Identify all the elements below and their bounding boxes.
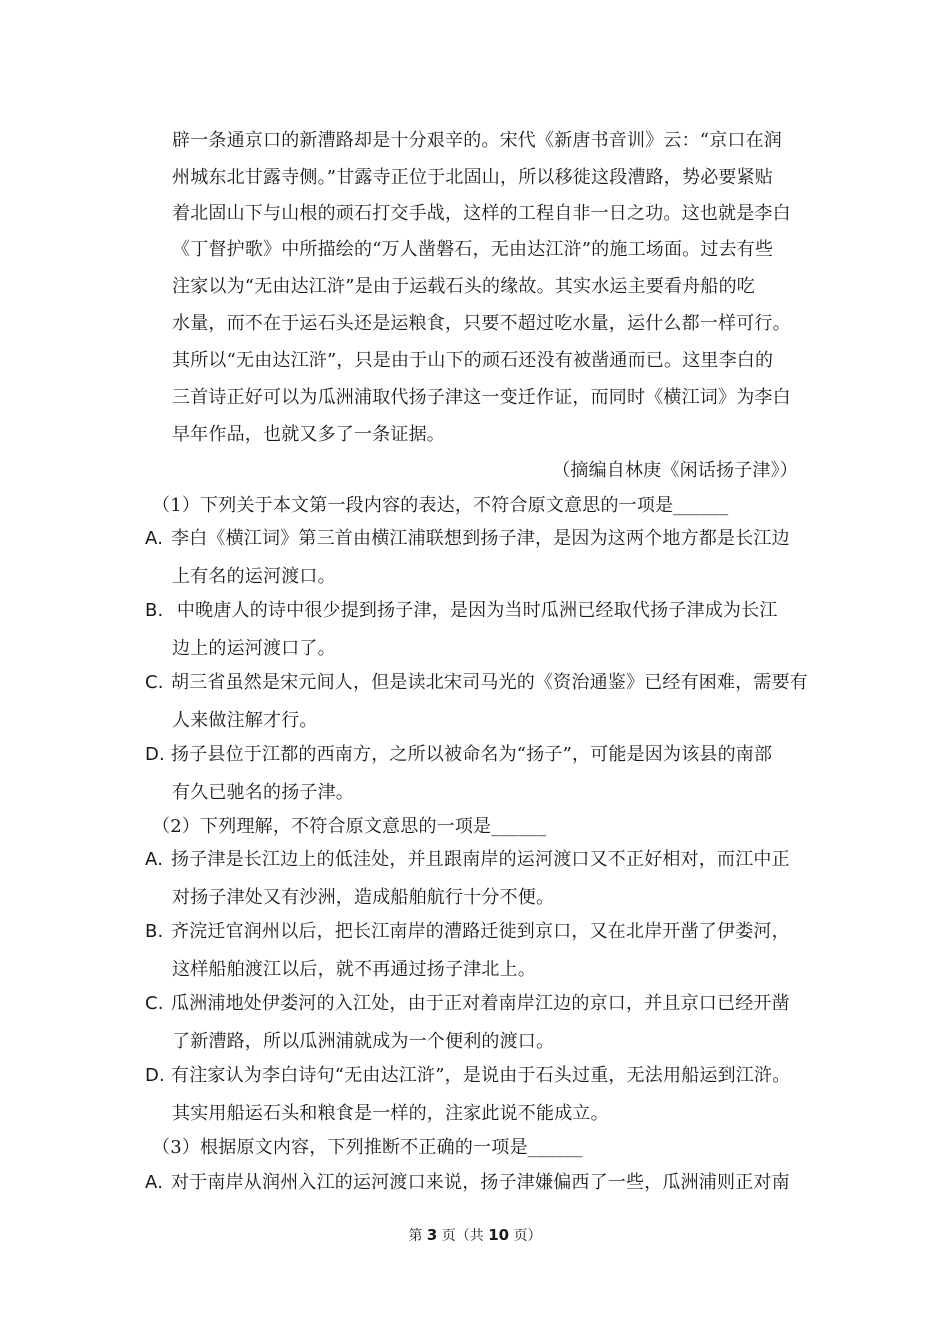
passage-source: （摘编自林庚《闲话扬子津》）	[552, 460, 798, 481]
option-text-continued: 边上的运河渡口了。	[172, 638, 336, 659]
option-text-continued: 其实用船运石头和粮食是一样的，注家此说不能成立。	[172, 1103, 609, 1124]
option-d	[145, 1064, 790, 1088]
option-b	[145, 599, 778, 623]
question-stem: （1）下列关于本文第一段内容的表达，不符合原文意思的一项是______	[152, 495, 729, 516]
option-text: 扬子津是长江边上的低洼处，并且跟南岸的运河渡口又不正好相对，而江中正	[171, 849, 790, 870]
option-text: 对于南岸从润州入江的运河渡口来说，扬子津嫌偏西了一些，瓜洲浦则正对南	[171, 1172, 790, 1193]
option-text: 中晚唐人的诗中很少提到扬子津，是因为当时瓜洲已经取代扬子津成为长江	[171, 600, 778, 621]
passage-line: 注家以为“无由达江浒”是由于运载石头的缘故。其实水运主要看舟船的吃	[172, 276, 756, 297]
option-letter: D.	[145, 1065, 165, 1086]
option-c	[145, 671, 808, 695]
option-text-continued: 了新漕路，所以瓜洲浦就成为一个便利的渡口。	[172, 1031, 555, 1052]
passage-line: 着北固山下与山根的顽石打交手战，这样的工程自非一日之功。这也就是李白	[172, 203, 791, 224]
option-text-continued: 有久已驰名的扬子津。	[172, 782, 354, 803]
question-stem: （3）根据原文内容，下列推断不正确的一项是______	[152, 1137, 583, 1158]
option-letter: C.	[145, 672, 164, 693]
option-text: 瓜洲浦地处伊娄河的入江处，由于正对着南岸江边的京口，并且京口已经开凿	[171, 993, 790, 1014]
option-d	[145, 743, 772, 767]
option-letter: B.	[145, 600, 164, 621]
option-text-continued: 人来做注解才行。	[172, 710, 318, 731]
passage-line: 早年作品，也就又多了一条证据。	[172, 424, 445, 445]
passage-line: 三首诗正好可以为瓜洲浦取代扬子津这一变迁作证，而同时《横江词》为李白	[172, 387, 791, 408]
option-letter: C.	[145, 993, 164, 1014]
option-b	[145, 920, 790, 944]
passage-line: 其所以“无由达江浒”，只是由于山下的顽石还没有被凿通而已。这里李白的	[172, 350, 774, 371]
option-a	[145, 848, 790, 872]
total-pages: 10	[488, 1226, 510, 1244]
passage-line: 州城东北甘露寺侧。”甘露寺正位于北固山，所以移徙这段漕路，势必要紧贴	[172, 167, 773, 188]
option-text-continued: 对扬子津处又有沙洲，造成船舶航行十分不便。	[172, 887, 555, 908]
option-text: 李白《横江词》第三首由横江浦联想到扬子津，是因为这两个地方都是长江边	[171, 528, 790, 549]
option-text-continued: 上有名的运河渡口。	[172, 566, 336, 587]
passage-line: 辟一条通京口的新漕路却是十分艰辛的。宋代《新唐书音训》云：“京口在润	[172, 130, 782, 151]
option-letter: D.	[145, 744, 165, 765]
option-text: 扬子县位于江都的西南方，之所以被命名为“扬子”，可能是因为该县的南部	[171, 744, 773, 765]
footer-suffix: 页）	[513, 1228, 542, 1244]
page-footer	[0, 1226, 950, 1245]
option-letter: B.	[145, 921, 164, 942]
option-letter: A.	[145, 1172, 164, 1193]
option-text: 齐浣迁官润州以后，把长江南岸的漕路迁徙到京口，又在北岸开凿了伊娄河，	[171, 921, 790, 942]
option-c	[145, 992, 790, 1016]
page-number: 3	[426, 1226, 438, 1244]
option-a	[145, 527, 790, 551]
option-text: 胡三省虽然是宋元间人，但是读北宋司马光的《资治通鉴》已经有困难，需要有	[171, 672, 808, 693]
option-letter: A.	[145, 528, 164, 549]
footer-prefix: 第	[408, 1228, 423, 1244]
footer-middle: 页（共	[441, 1228, 484, 1244]
passage-line: 《丁督护歌》中所描绘的“万人凿磐石，无由达江浒”的施工场面。过去有些	[172, 239, 774, 260]
option-text-continued: 这样船舶渡江以后，就不再通过扬子津北上。	[172, 959, 536, 980]
passage-line: 水量，而不在于运石头还是运粮食，只要不超过吃水量，运什么都一样可行。	[172, 313, 791, 334]
option-text: 有注家认为李白诗句“无由达江浒”，是说由于石头过重，无法用船运到江浒。	[171, 1065, 791, 1086]
option-letter: A.	[145, 849, 164, 870]
option-a	[145, 1171, 790, 1195]
question-stem: （2）下列理解，不符合原文意思的一项是______	[152, 816, 547, 837]
